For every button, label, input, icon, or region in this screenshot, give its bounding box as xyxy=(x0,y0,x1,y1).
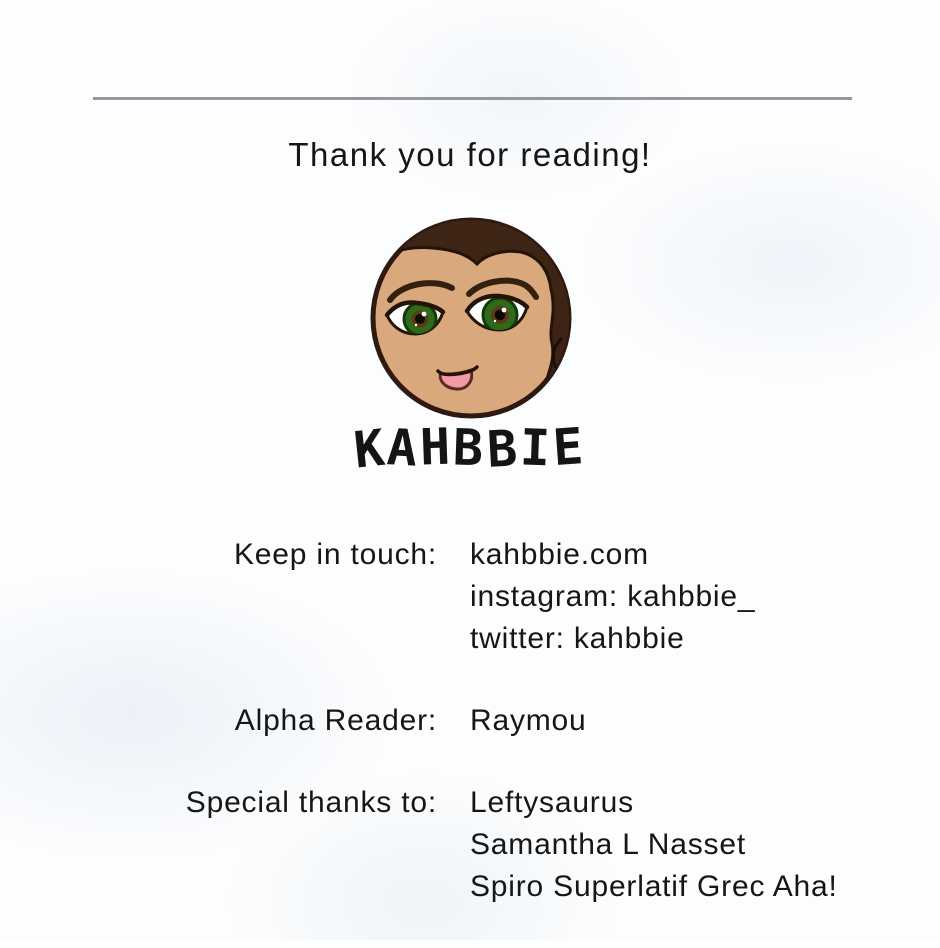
credit-group-keep-in-touch xyxy=(0,534,940,660)
mole xyxy=(516,280,520,284)
credit-group-alpha-reader xyxy=(0,700,940,742)
artist-name: KAHBBIE xyxy=(351,416,588,480)
thanks-name: Spiro Superlatif Grec Aha! xyxy=(470,870,838,903)
page-title: Thank you for reading! xyxy=(288,136,652,173)
kahbbie-avatar-illustration xyxy=(361,203,581,433)
alpha-reader-name: Raymou xyxy=(470,704,587,737)
thanks-name: Leftysaurus xyxy=(470,786,634,819)
instagram-handle: instagram: kahbbie_ xyxy=(470,580,756,613)
credit-group-special-thanks xyxy=(0,782,940,908)
credit-values xyxy=(470,782,940,908)
credit-label: Alpha Reader: xyxy=(234,704,437,737)
credits-list xyxy=(0,534,940,948)
avatar xyxy=(361,203,581,433)
credit-values xyxy=(470,534,940,660)
credit-values xyxy=(470,700,940,742)
divider-line xyxy=(93,97,852,100)
right-eye-iris-group xyxy=(483,298,517,332)
credit-label: Special thanks to: xyxy=(185,786,437,819)
twitter-handle: twitter: kahbbie xyxy=(470,622,685,655)
credit-label: Keep in touch: xyxy=(233,538,437,571)
website-link: kahbbie.com xyxy=(470,538,649,571)
thanks-name: Samantha L Nasset xyxy=(470,828,746,861)
